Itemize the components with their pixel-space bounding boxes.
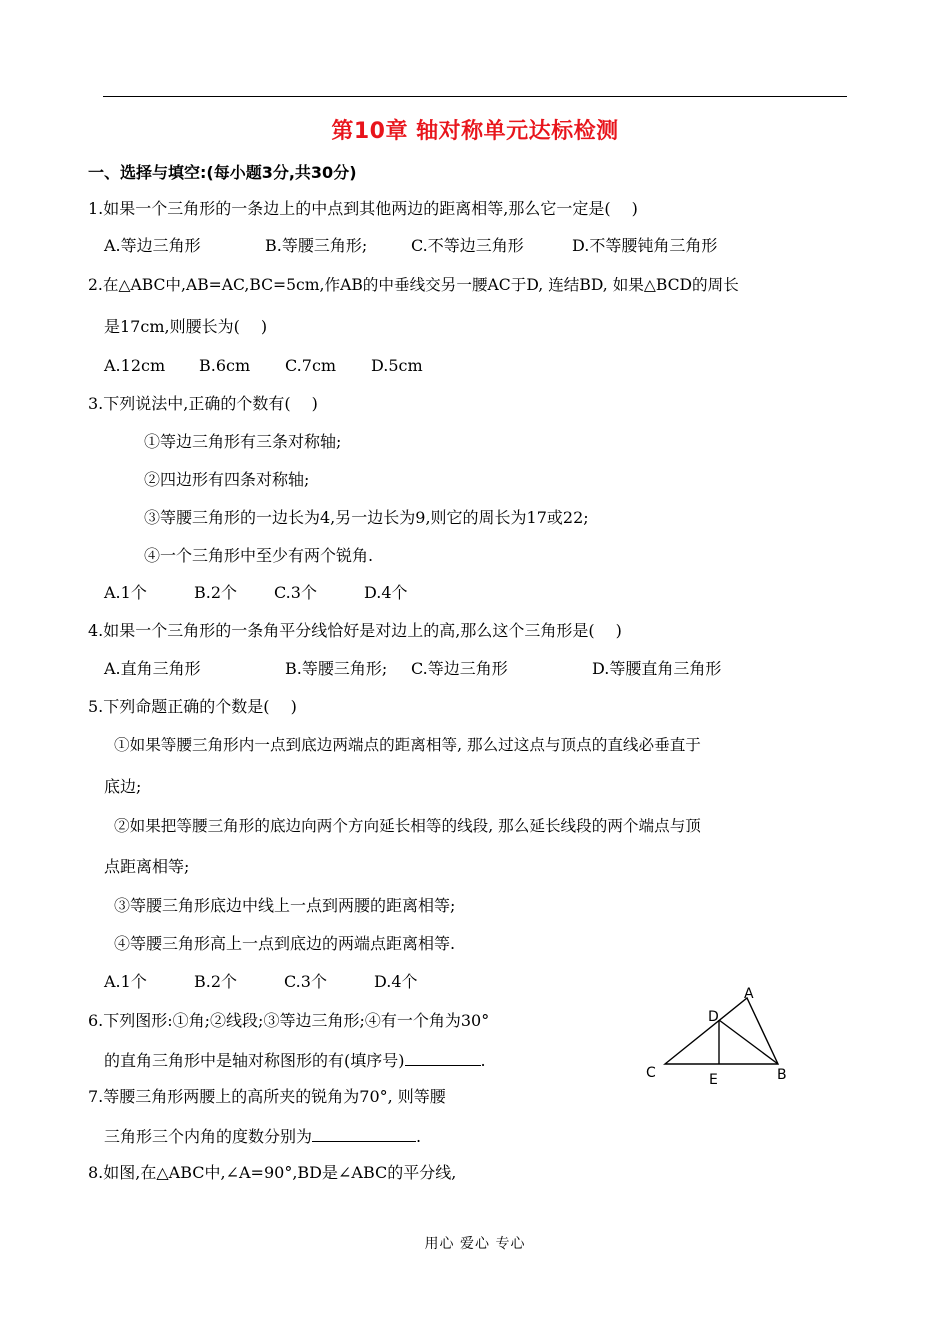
q1-stem: 1.如果一个三角形的一条边上的中点到其他两边的距离相等,那么它一定是( ) [88,199,638,218]
q7-line2 [104,1125,421,1147]
q7-line2-text: 三角形三个内角的度数分别为 [104,1127,313,1146]
q4-stem: 4.如果一个三角形的一条角平分线恰好是对边上的高,那么这个三角形是( ) [88,621,622,640]
q8-line1: 8.如图,在△ABC中,∠A=90°,BD是∠ABC的平分线, [88,1163,457,1182]
q3-statement-1: ①等边三角形有三条对称轴; [144,432,342,451]
q2-option-c: C.7cm [285,356,337,375]
label-d: D [708,1009,719,1025]
q6-line2-end: . [480,1051,486,1070]
q5-statement-1-line1: ①如果等腰三角形内一点到底边两端点的距离相等, 那么过这点与顶点的直线必垂直于 [114,736,701,754]
q5-option-a: A.1个 [104,972,147,991]
q4-option-c: C.等边三角形 [411,659,508,678]
label-e: E [709,1072,718,1088]
q2-option-b: B.6cm [199,356,251,375]
q1-option-c: C.不等边三角形 [411,236,524,255]
q5-stem: 5.下列命题正确的个数是( ) [88,697,297,716]
q5-statement-1-line2: 底边; [104,777,142,796]
q6-answer-blank[interactable] [405,1049,481,1066]
q3-option-a: A.1个 [104,583,147,602]
page-title: 第10章 轴对称单元达标检测 [331,119,619,144]
label-b: B [777,1067,787,1083]
q7-line1: 7.等腰三角形两腰上的高所夹的锐角为70°, 则等腰 [88,1087,446,1106]
q2-option-a: A.12cm [104,356,166,375]
triangle-figure [632,978,812,1090]
q3-statement-4: ④一个三角形中至少有两个锐角. [144,546,374,565]
q3-stem: 3.下列说法中,正确的个数有( ) [88,394,318,413]
q2-option-d: D.5cm [371,356,423,375]
q5-statement-4: ④等腰三角形高上一点到底边的两端点距离相等. [114,934,456,953]
q1-option-a: A.等边三角形 [104,236,201,255]
q2-stem-line1: 2.在△ABC中,AB=AC,BC=5cm,作AB的中垂线交另一腰AC于D, 连结BD, 如果△BCD的周长 [88,276,739,294]
q3-option-b: B.2个 [194,583,238,602]
q3-statement-2: ②四边形有四条对称轴; [144,470,310,489]
q7-answer-blank[interactable] [312,1125,416,1142]
q3-option-d: D.4个 [364,583,408,602]
page-footer: 用心 爱心 专心 [424,1236,526,1252]
q6-line2 [104,1049,486,1071]
q4-option-a: A.直角三角形 [104,659,201,678]
q4-option-b: B.等腰三角形; [285,659,388,678]
q7-line2-end: . [416,1127,422,1146]
q5-statement-2-line2: 点距离相等; [104,857,190,876]
segment-bd [719,1020,778,1064]
q5-statement-3: ③等腰三角形底边中线上一点到两腰的距离相等; [114,896,456,915]
q3-option-c: C.3个 [274,583,317,602]
q3-statement-3: ③等腰三角形的一边长为4,另一边长为9,则它的周长为17或22; [144,508,589,527]
q5-option-d: D.4个 [374,972,418,991]
q5-statement-2-line1: ②如果把等腰三角形的底边向两个方向延长相等的线段, 那么延长线段的两个端点与顶 [114,817,701,835]
header-rule [103,96,847,97]
q1-option-b: B.等腰三角形; [265,236,368,255]
q1-option-d: D.不等腰钝角三角形 [572,236,718,255]
section-heading: 一、选择与填空:(每小题3分,共30分) [88,163,357,182]
q4-option-d: D.等腰直角三角形 [592,659,722,678]
q6-line1: 6.下列图形:①角;②线段;③等边三角形;④有一个角为30° [88,1011,490,1030]
triangle-abc [665,998,778,1064]
q6-line2-text: 的直角三角形中是轴对称图形的有(填序号) [104,1051,405,1070]
q5-option-b: B.2个 [194,972,238,991]
q5-option-c: C.3个 [284,972,327,991]
label-a: A [744,986,754,1002]
q2-stem-line2: 是17cm,则腰长为( ) [104,317,268,336]
label-c: C [646,1065,656,1081]
